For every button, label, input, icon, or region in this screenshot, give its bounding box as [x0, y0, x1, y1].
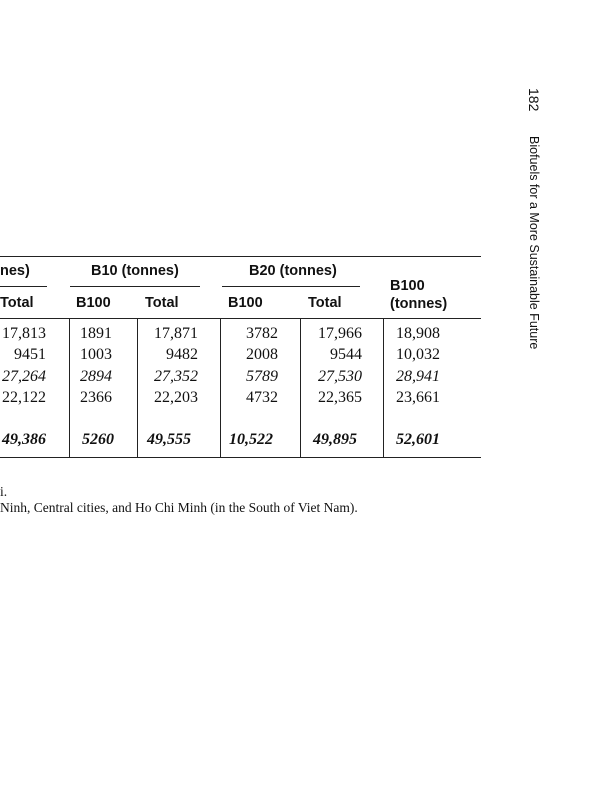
- table-cell: 2366: [80, 389, 112, 406]
- table-cell: 10,032: [396, 346, 440, 363]
- col-divider-1: [69, 318, 70, 457]
- table-cell: 3782: [246, 325, 278, 342]
- table-cell: 18,908: [396, 325, 440, 342]
- table-cell: 28,941: [396, 368, 440, 385]
- header-b10-group: B10 (tonnes): [91, 263, 179, 279]
- table-cell: 22,203: [154, 389, 198, 406]
- table-cell: 9544: [330, 346, 362, 363]
- table-cell: 22,122: [2, 389, 46, 406]
- header-b100-line2: (tonnes): [390, 296, 448, 312]
- table-cell: 9482: [166, 346, 198, 363]
- subheader-b10-total: Total: [145, 295, 179, 311]
- table-cell: 49,895: [313, 431, 357, 448]
- subheader-b10-b100: B100: [76, 295, 111, 311]
- col-divider-4: [300, 318, 301, 457]
- prev-group-rule: [0, 286, 47, 287]
- page-number: 182: [526, 88, 542, 112]
- subheader-prev-total: Total: [0, 295, 34, 311]
- table-cell: 17,966: [318, 325, 362, 342]
- table-cell: 23,661: [396, 389, 440, 406]
- table-cell: 22,365: [318, 389, 362, 406]
- table-cell: 27,530: [318, 368, 362, 385]
- header-prev-group: nes): [0, 263, 30, 279]
- table-cell: 27,264: [2, 368, 46, 385]
- table-cell: 52,601: [396, 431, 440, 448]
- header-b20-group: B20 (tonnes): [249, 263, 337, 279]
- header-bottom-rule: [0, 318, 481, 319]
- col-divider-3: [220, 318, 221, 457]
- table-cell: 2008: [246, 346, 278, 363]
- table-cell: 5789: [246, 368, 278, 385]
- header-b100-line1: B100: [390, 278, 425, 294]
- b20-group-rule: [222, 286, 360, 287]
- subheader-b20-b100: B100: [228, 295, 263, 311]
- table-bottom-rule: [0, 457, 481, 458]
- book-title: Biofuels for a More Sustainable Future: [527, 136, 541, 350]
- subheader-b20-total: Total: [308, 295, 342, 311]
- table-cell: 4732: [246, 389, 278, 406]
- b10-group-rule: [70, 286, 200, 287]
- table-top-rule: [0, 256, 481, 257]
- footnote-line-2: Ninh, Central cities, and Ho Chi Minh (in the South of Viet Nam).: [0, 500, 358, 515]
- table-cell: 2894: [80, 368, 112, 385]
- table-cell: 17,871: [154, 325, 198, 342]
- table-cell: 49,555: [147, 431, 191, 448]
- footnote-line-1: i.: [0, 484, 8, 499]
- table-cell: 1003: [80, 346, 112, 363]
- table-cell: 9451: [14, 346, 46, 363]
- table-cell: 49,386: [2, 431, 46, 448]
- col-divider-5: [383, 318, 384, 457]
- table-cell: 1891: [80, 325, 112, 342]
- table-cell: 5260: [82, 431, 114, 448]
- table-cell: 10,522: [229, 431, 273, 448]
- table-cell: 17,813: [2, 325, 46, 342]
- table-cell: 27,352: [154, 368, 198, 385]
